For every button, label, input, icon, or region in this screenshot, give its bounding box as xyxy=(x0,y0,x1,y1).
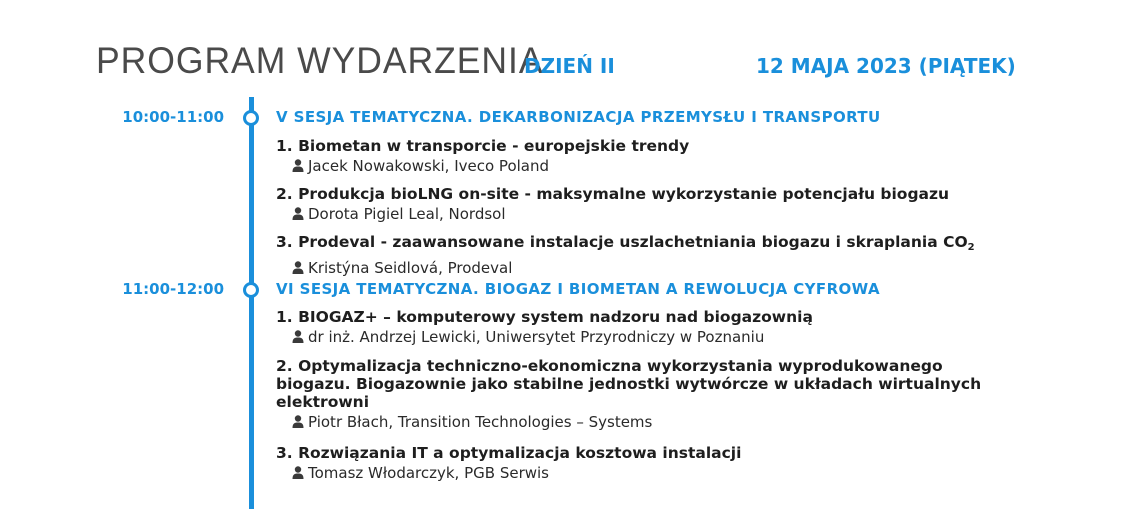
page-title: PROGRAM WYDARZENIA xyxy=(96,40,544,81)
talk-title xyxy=(276,233,1016,257)
day-label: DZIEŃ II xyxy=(524,54,615,78)
session-title: V SESJA TEMATYCZNA. DEKARBONIZACJA PRZEMYSŁU I TRANSPORTU xyxy=(276,108,881,126)
talk-title: 3. Rozwiązania IT a optymalizacja kosztowa instalacji xyxy=(276,444,742,462)
talk-item xyxy=(276,185,1016,223)
person-icon xyxy=(292,159,304,172)
person-icon xyxy=(292,207,304,220)
timeline-dot-icon xyxy=(243,110,259,126)
talk-title-subscript: 2 xyxy=(967,242,975,253)
speaker-name: Tomasz Włodarczyk, PGB Serwis xyxy=(308,464,549,482)
speaker-name: Dorota Pigiel Leal, Nordsol xyxy=(308,205,506,223)
timeline-dot-icon xyxy=(243,282,259,298)
talk-title: 1. BIOGAZ+ – komputerowy system nadzoru nad biogazownią xyxy=(276,308,813,326)
talk-title: 1. Biometan w transporcie - europejskie trendy xyxy=(276,137,690,155)
talk-title: 2. Optymalizacja techniczno-ekonomiczna wykorzystania wyprodukowanego biogazu. Biogazownie jako stabilne jednostki wytwórcze w układach wirtualnych elektrowni xyxy=(276,357,982,411)
talk-item xyxy=(276,308,1016,346)
person-icon xyxy=(292,415,304,428)
session-time: 10:00-11:00 xyxy=(122,108,224,126)
talk-item xyxy=(276,357,1016,431)
speaker-name: Piotr Błach, Transition Technologies – Systems xyxy=(308,413,653,431)
talk-speaker xyxy=(292,259,1016,277)
timeline-line xyxy=(249,97,254,509)
talk-speaker xyxy=(292,413,1016,431)
event-date: 12 MAJA 2023 (PIĄTEK) xyxy=(756,54,1016,78)
person-icon xyxy=(292,466,304,479)
talk-speaker xyxy=(292,328,1016,346)
page-header xyxy=(0,0,1132,90)
talk-speaker xyxy=(292,205,1016,223)
speaker-name: Jacek Nowakowski, Iveco Poland xyxy=(308,157,550,175)
person-icon xyxy=(292,261,304,274)
person-icon xyxy=(292,330,304,343)
session-title: VI SESJA TEMATYCZNA. BIOGAZ I BIOMETAN A REWOLUCJA CYFROWA xyxy=(276,280,880,298)
talk-title-text: 3. Prodeval - zaawansowane instalacje uszlachetniania biogazu i skraplania CO xyxy=(276,233,968,251)
speaker-name: Kristýna Seidlová, Prodeval xyxy=(308,259,513,277)
speaker-name: dr inż. Andrzej Lewicki, Uniwersytet Przyrodniczy w Poznaniu xyxy=(308,328,765,346)
talk-speaker xyxy=(292,157,1016,175)
talk-title: 2. Produkcja bioLNG on-site - maksymalne wykorzystanie potencjału biogazu xyxy=(276,185,950,203)
talk-item xyxy=(276,233,1016,277)
talk-item xyxy=(276,137,1016,175)
talk-speaker xyxy=(292,464,1016,482)
talk-item xyxy=(276,444,1016,482)
session-time: 11:00-12:00 xyxy=(122,280,224,298)
